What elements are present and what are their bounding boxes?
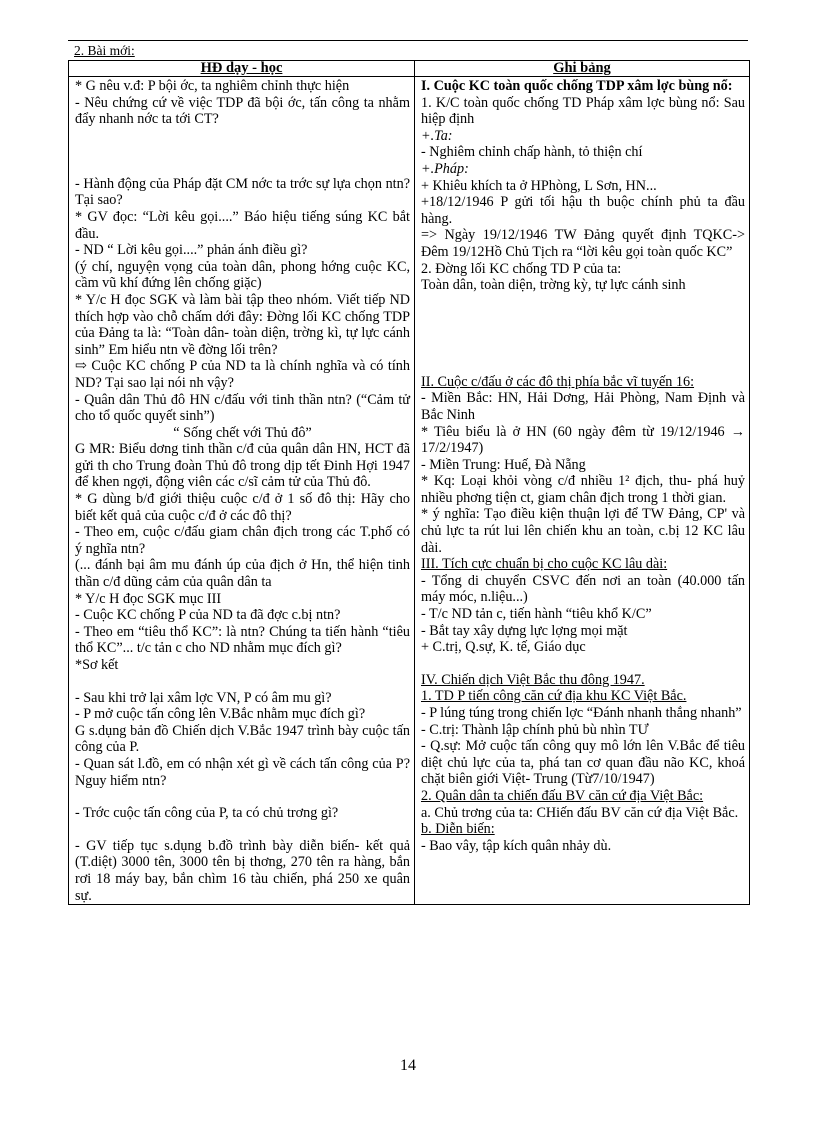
- right-paragraph: * Kq: Loại khỏi vòng c/đ nhiều 1² địch, thu- phá huỷ nhiều phơng tiện ct, giam chân địch trong 1 thời gian.: [421, 473, 745, 506]
- left-paragraph: - Theo em, cuộc c/đấu giam chân địch trong các T.phố có ý nghĩa ntn?: [75, 524, 410, 557]
- header-teaching-activities: HĐ dạy - học: [69, 61, 415, 77]
- left-paragraph: - Theo em “tiêu thổ KC”: là ntn? Chúng ta tiến hành “tiêu thổ KC”... t/c tản c cho ND nhằm mục đích gì?: [75, 623, 410, 657]
- left-paragraph: [75, 160, 410, 176]
- right-paragraph: 2. Đờng lối KC chống TD P của ta:: [421, 260, 622, 277]
- left-paragraph: [75, 144, 410, 160]
- right-paragraph: + C.trị, Q.sự, K. tế, Giáo dục: [421, 639, 586, 656]
- top-rule: [68, 40, 748, 41]
- left-paragraph: G s.dụng bản đồ Chiến dịch V.Bắc 1947 trình bày cuộc tấn công của P.: [75, 722, 410, 756]
- right-paragraph: - Q.sự: Mở cuộc tấn công quy mô lớn lên V.Bắc để tiêu diệt chủ lực của ta, phá tan cơ quan đầu não KC, khoá chặt biên giới Việt- Trung (Từ7/10/1947): [421, 738, 745, 788]
- left-content: [75, 78, 410, 904]
- left-paragraph: - P mở cuộc tấn công lên V.Bắc nhằm mục đích gì?: [75, 706, 366, 723]
- left-paragraph: G MR: Biểu dơng tinh thần c/đ của quân dân HN, HCT đã gửi th cho Trung đoàn Thủ đô trong dịp tết Đinh Hợi 1947 để khen ngợi, động viên các c/sĩ cảm tử của Thủ đô.: [75, 441, 410, 491]
- right-paragraph: a. Chủ trơng của ta: CHiến đấu BV căn cứ địa Việt Bắc.: [421, 804, 739, 821]
- left-paragraph: - Trớc cuộc tấn công của P, ta có chủ trơng gì?: [75, 805, 339, 822]
- right-paragraph: [421, 294, 745, 310]
- left-paragraph: - Nêu chứng cứ về việc TDP đã bội ớc, tấn công ta nhằm đẩy nhanh nớc ta tới CT?: [75, 94, 410, 128]
- right-paragraph: [421, 342, 745, 358]
- right-content: [421, 78, 745, 854]
- section-label: 2. Bài mới:: [74, 43, 135, 58]
- right-paragraph: - Nghiêm chỉnh chấp hành, tỏ thiện chí: [421, 144, 643, 161]
- right-paragraph: * ý nghĩa: Tạo điều kiện thuận lợi để TW Đảng, CP' và chủ lực ta rút lui lên chiến khu an toàn, c.bị 12 KC lâu dài.: [421, 506, 745, 556]
- left-paragraph: * G dùng b/đ giới thiệu cuộc c/đ ở 1 số đô thị: Hãy cho biết kết quả của cuộc c/đ ở các đô thị?: [75, 491, 410, 524]
- right-paragraph: => Ngày 19/12/1946 TW Đảng quyết định TQKC-> Đêm 19/12Hồ Chủ Tịch ra “lời kêu gọi toàn quốc KC”: [421, 227, 745, 260]
- left-paragraph: - Quân dân Thủ đô HN c/đấu với tinh thần ntn? (“Cảm tử cho tổ quốc quyết sinh”): [75, 391, 410, 425]
- right-paragraph: * Tiêu biểu là ở HN (60 ngày đêm từ 19/12/1946 → 17/2/1947): [421, 423, 745, 457]
- left-paragraph: - GV tiếp tục s.dụng b.đồ trình bày diễn biến- kết quả (T.diệt) 3000 tên, 3000 tên bị thơng, 270 tên ra hàng, bắn rơi 18 máy bay, bắn chìm 16 tàu chiến, phá 250 xe quân sự.: [75, 837, 410, 904]
- right-paragraph: [421, 326, 745, 342]
- left-paragraph: * GV đọc: “Lời kêu gọi....” Báo hiệu tiếng súng KC bắt đầu.: [75, 208, 410, 242]
- left-paragraph: - Quan sát l.đồ, em có nhận xét gì về cách tấn công của P? Nguy hiểm ntn?: [75, 755, 410, 789]
- left-paragraph: (... đánh bại âm mu đánh úp của địch ở Hn, thể hiện tinh thần c/đ dũng cảm của quân dân ta: [75, 557, 410, 591]
- right-paragraph: 2. Quân dân ta chiến đấu BV căn cứ địa Việt Bắc:: [421, 787, 704, 804]
- left-paragraph: - Hành động của Pháp đặt CM nớc ta trớc sự lựa chọn ntn?Tại sao?: [75, 175, 410, 209]
- right-paragraph: +.Ta:: [421, 127, 453, 144]
- right-paragraph: - Tổng di chuyển CSVC đến nơi an toàn (40.000 tấn máy móc, n.liệu...): [421, 572, 745, 606]
- right-paragraph: - Bắt tay xây dựng lực lợng mọi mặt: [421, 622, 628, 639]
- left-paragraph: [75, 128, 410, 144]
- page-number: 14: [400, 1057, 416, 1074]
- left-paragraph: “ Sống chết với Thủ đô”: [173, 424, 312, 441]
- lesson-table: [68, 60, 750, 905]
- right-paragraph: II. Cuộc c/đấu ở các đô thị phía bắc vĩ tuyến 16:: [421, 373, 695, 390]
- left-paragraph: - Sau khi trở lại xâm lợc VN, P có âm mu gì?: [75, 689, 332, 706]
- right-paragraph: [421, 310, 745, 326]
- right-paragraph: [421, 358, 745, 374]
- right-paragraph: +.Pháp:: [421, 160, 469, 177]
- left-column: [69, 77, 415, 905]
- left-paragraph: * Y/c H đọc SGK và làm bài tập theo nhóm. Viết tiếp ND thích hợp vào chỗ chấm dới đây: Đờng lối KC chống TDP của Đảng ta là: “Toàn dân- toàn diện, trờng kì, tự lực cánh sinh” Em hiểu ntn về đờng lối trên?: [75, 291, 410, 358]
- header-board-notes: Ghi bảng: [415, 61, 750, 77]
- left-paragraph: [75, 822, 410, 838]
- right-column: [415, 77, 750, 905]
- right-paragraph: I. Cuộc KC toàn quốc chống TDP xâm lợc bùng nổ:: [421, 78, 733, 94]
- right-paragraph: [421, 656, 745, 672]
- left-paragraph: ⇨ Cuộc KC chống P của ND ta là chính nghĩa và có tính ND? Tại sao lại nói nh vậy?: [75, 358, 410, 391]
- left-paragraph: *Sơ kết: [75, 657, 119, 673]
- right-paragraph: 1. K/C toàn quốc chống TD Pháp xâm lợc bùng nổ: Sau hiệp định: [421, 94, 745, 128]
- left-paragraph: - ND “ Lời kêu gọi....” phản ánh điều gì?: [75, 242, 308, 259]
- right-paragraph: +18/12/1946 P gửi tối hậu th buộc chính phủ ta đầu hàng.: [421, 194, 745, 227]
- right-paragraph: - T/c ND tản c, tiến hành “tiêu khổ K/C”: [421, 606, 652, 623]
- right-paragraph: III. Tích cực chuẩn bị cho cuộc KC lâu dài:: [421, 556, 668, 573]
- right-paragraph: b. Diễn biến:: [421, 821, 495, 838]
- right-paragraph: - Miền Bắc: HN, Hải Dơng, Hải Phòng, Nam Định và Bắc Ninh: [421, 390, 745, 423]
- right-paragraph: - P lúng túng trong chiến lợc “Đánh nhanh thắng nhanh”: [421, 705, 742, 721]
- right-paragraph: - Bao vây, tập kích quân nhảy dù.: [421, 837, 612, 854]
- right-paragraph: IV. Chiến dịch Việt Bắc thu đông 1947.: [421, 671, 645, 688]
- left-paragraph: [75, 674, 410, 690]
- left-paragraph: * Y/c H đọc SGK mục III: [75, 590, 222, 607]
- right-paragraph: + Khiêu khích ta ở HPhòng, L Sơn, HN...: [421, 177, 657, 194]
- left-paragraph: (ý chí, nguyện vọng của toàn dân, phong hớng cuộc KC, cầm vũ khí đứng lên chống giặc): [75, 258, 410, 292]
- left-paragraph: [75, 789, 410, 805]
- right-paragraph: - C.trị: Thành lập chính phủ bù nhìn TƯ: [421, 721, 649, 738]
- left-paragraph: - Cuộc KC chống P của ND ta đã đợc c.bị ntn?: [75, 607, 341, 624]
- right-paragraph: Toàn dân, toàn diện, trờng kỳ, tự lực cánh sinh: [421, 277, 686, 294]
- right-paragraph: 1. TD P tiến công căn cứ địa khu KC Việt Bắc.: [421, 688, 687, 705]
- left-paragraph: * G nêu v.đ: P bội ớc, ta nghiêm chỉnh thực hiện: [75, 78, 350, 94]
- right-paragraph: - Miền Trung: Huế, Đà Nẵng: [421, 456, 586, 473]
